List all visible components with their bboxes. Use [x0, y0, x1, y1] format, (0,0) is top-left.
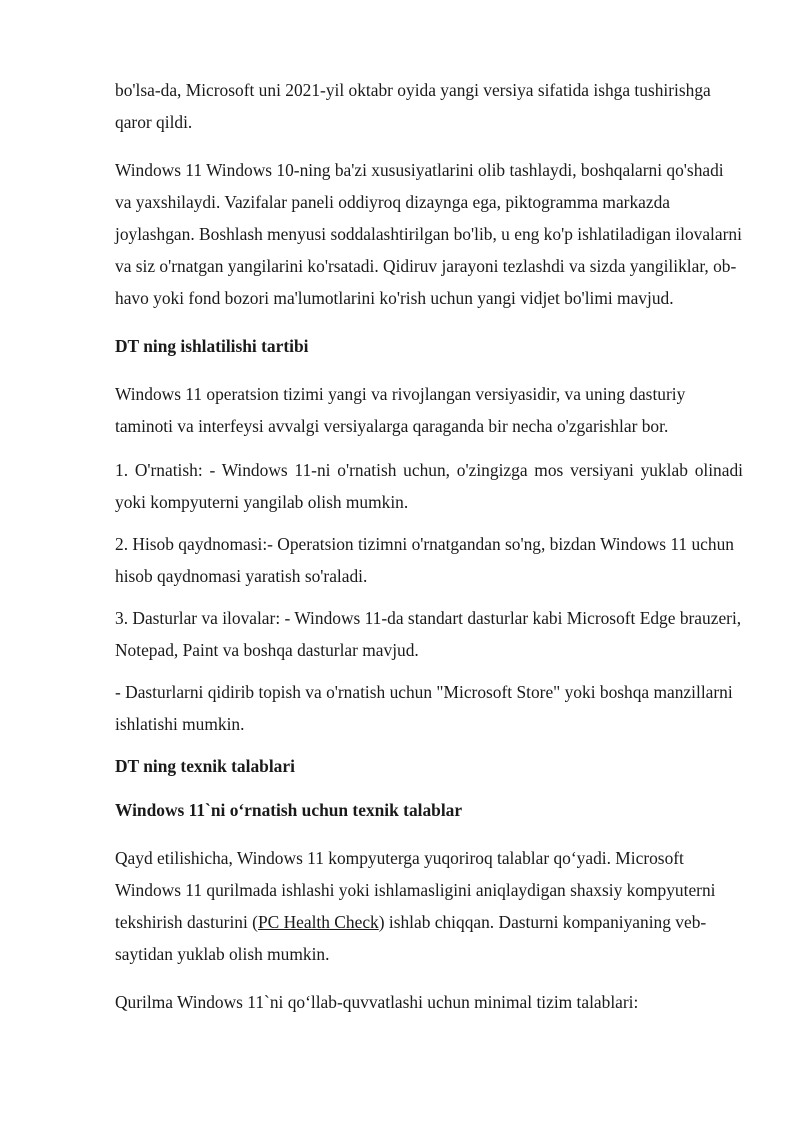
- list-item-programs: 3. Dasturlar va ilovalar: - Windows 11-da standart dasturlar kabi Microsoft Edge brauzeri, Notepad, Paint va boshqa dasturlar mavjud.: [115, 608, 742, 660]
- paragraph-windows11-features: Windows 11 Windows 10-ning ba'zi xususiyatlarini olib tashlaydi, boshqalarni qo'shadi va yaxshilaydi. Vazifalar paneli oddiyroq dizaynga ega, piktogramma markazda joylashgan. Boshlash menyusi soddalashtirilgan bo'lib, u eng ko'p ishlatiladigan ilovalarni va siz o'rnatgan yangilarini ko'rsatadi. Qidiruv jarayoni tezlashdi va sizda yangiliklar, ob-havo yoki fond bozori ma'lumotlarini ko'rish uchun yangi vidjet bo'limi mavjud.: [115, 160, 742, 308]
- paragraph-usage-intro: Windows 11 operatsion tizimi yangi va rivojlangan versiyasidir, va uning dasturiy taminoti va interfeysi avvalgi versiyalarga qaraganda bir necha o'zgarishlar bor.: [115, 384, 686, 436]
- paragraph-health-check: [115, 842, 743, 970]
- subsection-heading-install-requirements: Windows 11`ni o‘rnatish uchun texnik talablar: [115, 800, 463, 820]
- list-item-installation: 1. O'rnatish: - Windows 11-ni o'rnatish uchun, o'zingizga mos versiyani yuklab olinadi yoki kompyuterni yangilab olish mumkin.: [115, 460, 743, 512]
- paragraph-minimum-requirements: Qurilma Windows 11`ni qo‘llab-quvvatlashi uchun minimal tizim talablari:: [115, 992, 639, 1012]
- section-heading-requirements: DT ning texnik talablari: [115, 756, 295, 776]
- list-item-programs-store: - Dasturlarni qidirib topish va o'rnatish uchun "Microsoft Store" yoki boshqa manzillarni ishlatishi mumkin.: [115, 682, 733, 734]
- list-item-account: 2. Hisob qaydnomasi:- Operatsion tizimni o'rnatgandan so'ng, bizdan Windows 11 uchun hisob qaydnomasi yaratish so'raladi.: [115, 534, 734, 586]
- pc-health-check-link[interactable]: PC Health Check: [257, 912, 379, 932]
- section-heading-usage: DT ning ishlatilishi tartibi: [115, 336, 309, 356]
- health-check-text-after: ) ishlab chiqqan. Dasturni kompaniyaning veb-saytidan yuklab olish mumkin.: [115, 912, 707, 964]
- document-body: [115, 74, 743, 1018]
- health-check-text-before: Qayd etilishicha, Windows 11 kompyuterga yuqoriroq talablar qo‘yadi. Microsoft Windows 11 qurilmada ishlashi yoki ishlamasligini aniqlaydigan shaxsiy kompyuterni tekshirish dasturini (: [115, 848, 716, 932]
- paragraph-intro-continuation: bo'lsa-da, Microsoft uni 2021-yil oktabr oyida yangi versiya sifatida ishga tushirishga qaror qildi.: [115, 80, 711, 132]
